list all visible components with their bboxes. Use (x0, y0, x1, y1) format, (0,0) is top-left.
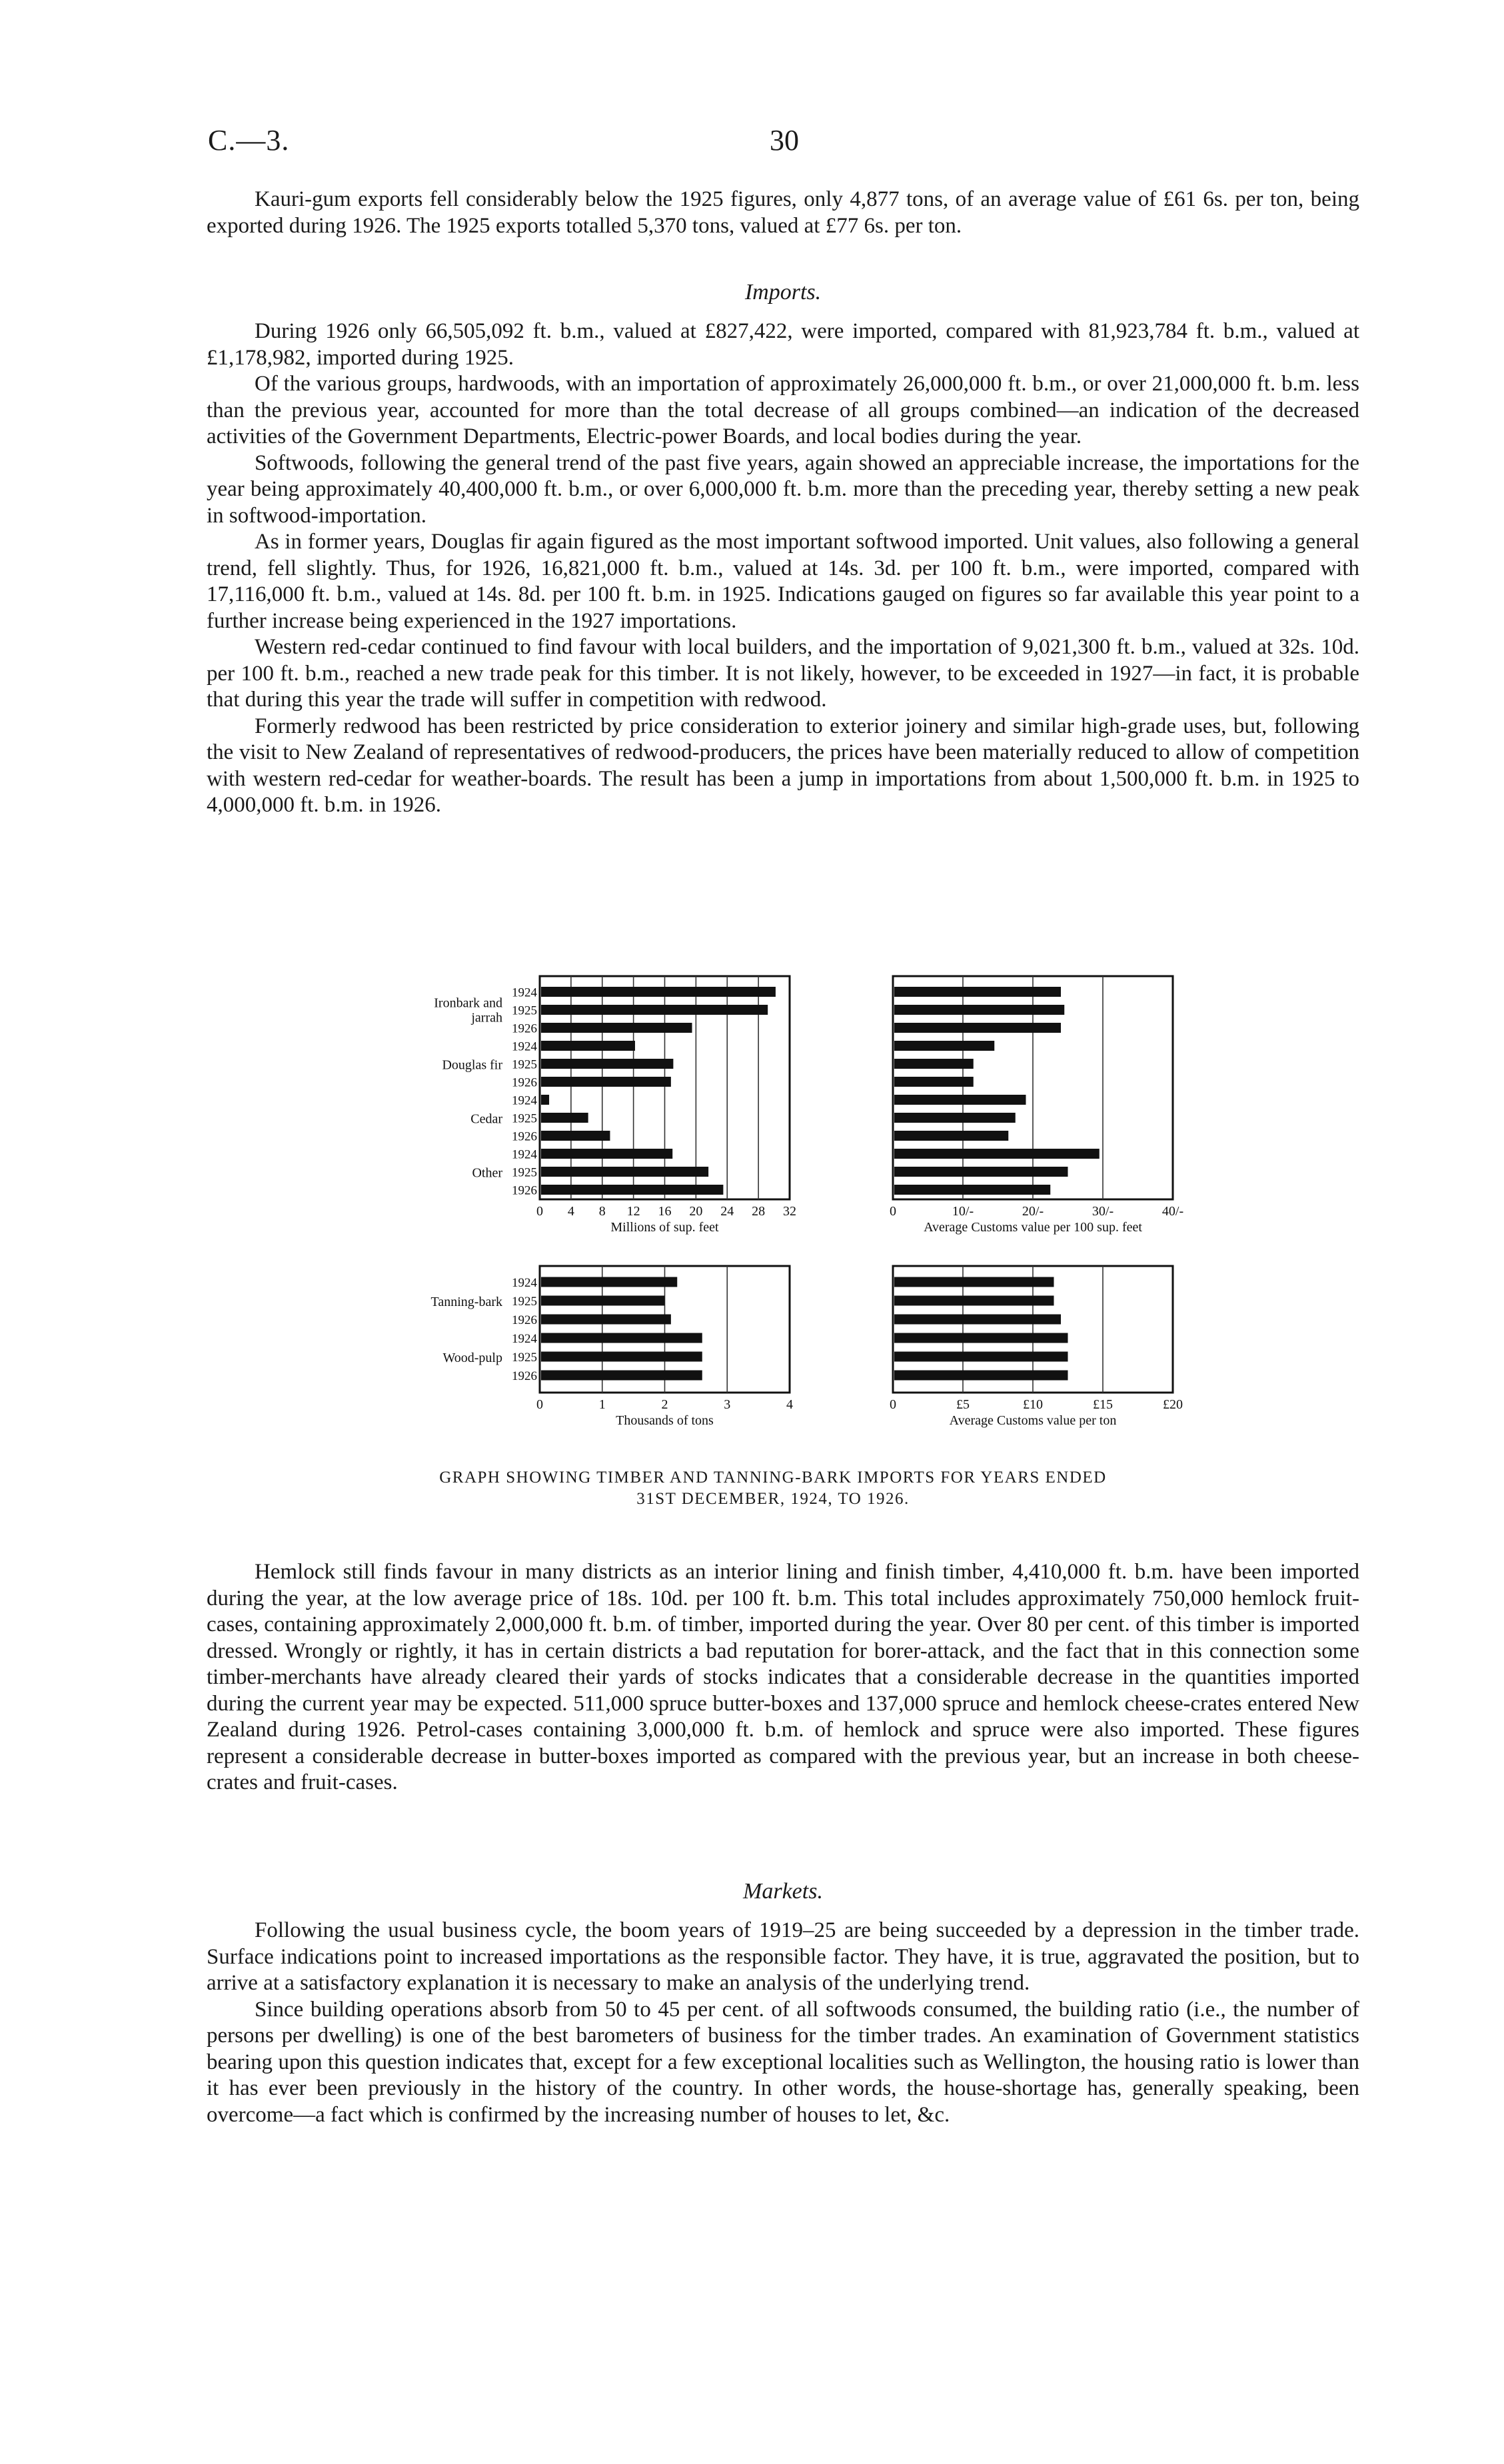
timber-quantity-bar (541, 1023, 692, 1033)
timber-quantity-group-label: Cedar (470, 1111, 502, 1127)
bark-pulp-quantity-bar (541, 1315, 671, 1325)
bark-pulp-quantity-bar (541, 1277, 677, 1287)
timber-value-bar (894, 987, 1061, 997)
paragraph: Following the usual business cycle, the boom years of 1919–25 are being succeeded by a depression in the timber trade. Surface indications point to increased importations as the responsible factor. They have, it is true, aggravated the position, but to arrive at a satisfactory explanation it is necessary to make an analysis of the underlying trend. (207, 1918, 1359, 1995)
timber-quantity-tick-label: 0 (536, 1204, 543, 1219)
bark-pulp-value-axis-label: Average Customs value per ton (949, 1413, 1117, 1428)
timber-quantity-tick-label: 32 (783, 1204, 796, 1219)
paragraph: Formerly redwood has been restricted by price consideration to exterior joinery and similar high-grade uses, but, following the visit to New Zealand of representatives of redwood-producers, the prices have been materially reduced to allow of competition with western red-cedar for weather-boards. The result has been a jump in importations from about 1,500,000 ft. b.m. in 1925 to 4,000,000 ft. b.m. in 1926. (207, 714, 1359, 817)
bark-pulp-value-bar (894, 1277, 1054, 1287)
timber-quantity-bar (541, 987, 776, 997)
timber-quantity-bar (541, 1005, 768, 1015)
bark-pulp-value-bar (894, 1296, 1054, 1306)
timber-quantity-year-label: 1924 (512, 1147, 537, 1162)
timber-quantity-year-label: 1926 (512, 1129, 537, 1144)
timber-value-bar (894, 1185, 1050, 1195)
timber-quantity-bar (541, 1095, 549, 1105)
timber-quantity-year-label: 1925 (512, 1111, 537, 1126)
timber-value-bar (894, 1077, 974, 1087)
timber-value-tick-label: 20/- (1022, 1204, 1044, 1219)
bark-pulp-value-bar (894, 1352, 1068, 1362)
bark-pulp-quantity-bar (541, 1371, 702, 1381)
bark-pulp-quantity-group-label: Tanning-bark (430, 1295, 502, 1309)
page-number: 30 (770, 124, 799, 157)
bark-pulp-quantity-year-label: 1926 (512, 1369, 537, 1383)
timber-quantity-bar (541, 1185, 723, 1195)
timber-quantity-year-label: 1924 (512, 1039, 537, 1054)
timber-quantity-tick-label: 20 (689, 1204, 703, 1219)
bark-pulp-quantity-year-label: 1924 (512, 1332, 537, 1346)
timber-quantity-year-label: 1924 (512, 1093, 537, 1108)
bark-pulp-quantity-tick-label: 1 (598, 1397, 606, 1412)
paragraph: Hemlock still finds favour in many districts as an interior lining and finish timber, 4,410,000 ft. b.m. have been imported during the year, at the low average price of 18s. 10d. per 100 ft. b.m. This total includes approximately 750,000 hemlock fruit-cases, containing approximately 2,000,000 ft. b.m. of timber, imported during the year. Over 80 per cent. of this timber is imported dressed. Wrongly or rightly, it has in certain districts a bad reputation for borer-attack, and the fact that in this connection some timber-merchants have already cleared their yards of stocks indicates that a considerable decrease in the quantities imported during the current year may be expected. 511,000 spruce butter-boxes and 137,000 spruce and hemlock cheese-crates entered New Zealand during 1926. Petrol-cases containing 3,000,000 ft. b.m. of hemlock and spruce were also imported. These figures represent a considerable decrease in butter-boxes imported as compared with the previous year, but an increase in both cheese-crates and fruit-cases. (207, 1560, 1359, 1794)
imports-graph (386, 969, 1213, 1456)
bark-pulp-value-tick-label: £10 (1023, 1397, 1043, 1412)
timber-quantity-bar (541, 1131, 610, 1141)
timber-value-bar (894, 1095, 1026, 1105)
figure-caption-line-2: 31ST DECEMBER, 1924, TO 1926. (636, 1490, 910, 1508)
paragraph: During 1926 only 66,505,092 ft. b.m., valued at £827,422, were imported, compared with 81,923,784 ft. b.m., valued at £1,178,982, imported during 1925. (207, 319, 1359, 370)
bark-pulp-quantity-year-label: 1926 (512, 1313, 537, 1327)
bark-pulp-quantity-tick-label: 2 (661, 1397, 668, 1412)
timber-quantity-tick-label: 16 (658, 1204, 672, 1219)
paragraph: Kauri-gum exports fell considerably below the 1925 figures, only 4,877 tons, of an average value of £61 6s. per ton, being exported during 1926. The 1925 exports totalled 5,370 tons, valued at £77 6s. per ton. (207, 187, 1359, 238)
bark-pulp-quantity-bar (541, 1333, 702, 1343)
timber-quantity-group-label: Ironbark and (434, 995, 502, 1011)
paragraph: Since building operations absorb from 50 to 45 per cent. of all softwoods consumed, the building ratio (i.e., the number of persons per dwelling) is one of the best barometers of business for the timber trades. An examination of Government statistics bearing upon this question indicates that, except for a few exceptional localities such as Wellington, the housing ratio is lower than it has ever been previously in the history of the country. In other words, the house-shortage has, generally speaking, been overcome—a fact which is confirmed by the increasing number of houses to let, &c. (207, 1997, 1359, 2127)
bark-pulp-quantity-axis-label: Thousands of tons (616, 1413, 714, 1428)
bark-pulp-quantity-tick-label: 0 (536, 1397, 543, 1412)
timber-quantity-bar (541, 1113, 588, 1123)
timber-value-tick-label: 10/- (952, 1204, 974, 1219)
imports-section (207, 318, 1359, 819)
timber-value-tick-label: 30/- (1092, 1204, 1114, 1219)
timber-quantity-bar (541, 1167, 708, 1177)
timber-quantity-group-label: Douglas fir (442, 1057, 502, 1073)
bark-pulp-value-tick-label: 0 (890, 1397, 896, 1412)
timber-value-bar (894, 1167, 1068, 1177)
markets-heading: Markets. (743, 1879, 823, 1904)
timber-value-bar (894, 1023, 1061, 1033)
paragraph: Western red-cedar continued to find favour with local builders, and the importation of 9,021,300 ft. b.m., valued at 32s. 10d. per 100 ft. b.m., reached a new trade peak for this timber. It is not likely, however, to be exceeded in 1927—in fact, it is probable that during this year the trade will suffer in competition with redwood. (207, 635, 1359, 712)
bark-pulp-value-bar (894, 1315, 1061, 1325)
timber-quantity-bar (541, 1059, 673, 1069)
kauri-gum-section (207, 187, 1359, 239)
timber-quantity-tick-label: 8 (598, 1204, 606, 1219)
figure-caption-line-1: GRAPH SHOWING TIMBER AND TANNING-BARK IMPORTS FOR YEARS ENDED (439, 1469, 1107, 1487)
timber-quantity-tick-label: 24 (720, 1204, 734, 1219)
timber-quantity-year-label: 1925 (512, 1057, 537, 1072)
timber-quantity-group-label: Other (472, 1165, 502, 1181)
timber-value-bar (894, 1131, 1008, 1141)
timber-quantity-bar (541, 1077, 671, 1087)
timber-quantity-year-label: 1926 (512, 1183, 537, 1198)
timber-quantity-axis-label: Millions of sup. feet (610, 1220, 719, 1235)
bark-pulp-quantity-bar (541, 1352, 702, 1362)
bark-pulp-value-bar (894, 1371, 1068, 1381)
timber-quantity-group-label: jarrah (471, 1010, 502, 1025)
timber-value-tick-label: 40/- (1161, 1204, 1184, 1219)
report-code: C.—3. (208, 124, 290, 157)
timber-value-tick-label: 0 (890, 1204, 896, 1219)
bark-pulp-value-tick-label: £5 (956, 1397, 970, 1412)
bark-pulp-quantity-group-label: Wood-pulp (442, 1351, 502, 1365)
timber-quantity-tick-label: 12 (626, 1204, 640, 1219)
markets-section (207, 1918, 1359, 2128)
bark-pulp-quantity-year-label: 1924 (512, 1276, 537, 1290)
bark-pulp-quantity-year-label: 1925 (512, 1351, 537, 1365)
bark-pulp-value-tick-label: £15 (1093, 1397, 1113, 1412)
timber-value-bar (894, 1059, 974, 1069)
paragraph: As in former years, Douglas fir again figured as the most important softwood imported. Unit values, also following a general trend, fell slightly. Thus, for 1926, 16,821,000 ft. b.m., valued at 14s. 3d. per 100 ft. b.m., were imported, compared with 17,116,000 ft. b.m., valued at 14s. 8d. per 100 ft. b.m. in 1925. Indications gauged on figures so far available this year point to a further increase being experienced in the 1927 importations. (207, 530, 1359, 633)
timber-value-axis-label: Average Customs value per 100 sup. feet (924, 1220, 1142, 1235)
timber-value-bar (894, 1005, 1064, 1015)
timber-value-bar (894, 1149, 1100, 1159)
timber-value-bar (894, 1113, 1016, 1123)
figure-caption (373, 1467, 1173, 1510)
timber-quantity-tick-label: 4 (567, 1204, 574, 1219)
timber-quantity-bar (541, 1041, 635, 1051)
bark-pulp-quantity-year-label: 1925 (512, 1295, 537, 1309)
paragraph: Softwoods, following the general trend of the past five years, again showed an appreciable increase, the importations for the year being approximately 40,400,000 ft. b.m., or over 6,000,000 ft. b.m. more than the preceding year, thereby setting a new peak in softwood-importation. (207, 450, 1359, 528)
timber-value-bar (894, 1041, 994, 1051)
bark-pulp-quantity-bar (541, 1296, 665, 1306)
bark-pulp-quantity-tick-label: 4 (786, 1397, 793, 1412)
timber-quantity-year-label: 1926 (512, 1021, 537, 1036)
timber-quantity-bar (541, 1149, 672, 1159)
timber-quantity-tick-label: 28 (752, 1204, 766, 1219)
timber-quantity-year-label: 1926 (512, 1075, 537, 1090)
hemlock-section (207, 1559, 1359, 1796)
timber-quantity-year-label: 1925 (512, 1165, 537, 1180)
bark-pulp-quantity-tick-label: 3 (724, 1397, 731, 1412)
imports-heading: Imports. (744, 280, 822, 305)
timber-quantity-year-label: 1924 (512, 985, 537, 1000)
paragraph: Of the various groups, hardwoods, with an importation of approximately 26,000,000 ft. b.m., or over 21,000,000 ft. b.m. less than the previous year, accounted for more than the total decrease of all groups combined—an indication of the decreased activities of the Government Departments, Electric-power Boards, and local bodies during the year. (207, 372, 1359, 448)
bark-pulp-value-tick-label: £20 (1163, 1397, 1183, 1412)
timber-quantity-year-label: 1925 (512, 1003, 537, 1018)
bark-pulp-value-bar (894, 1333, 1068, 1343)
